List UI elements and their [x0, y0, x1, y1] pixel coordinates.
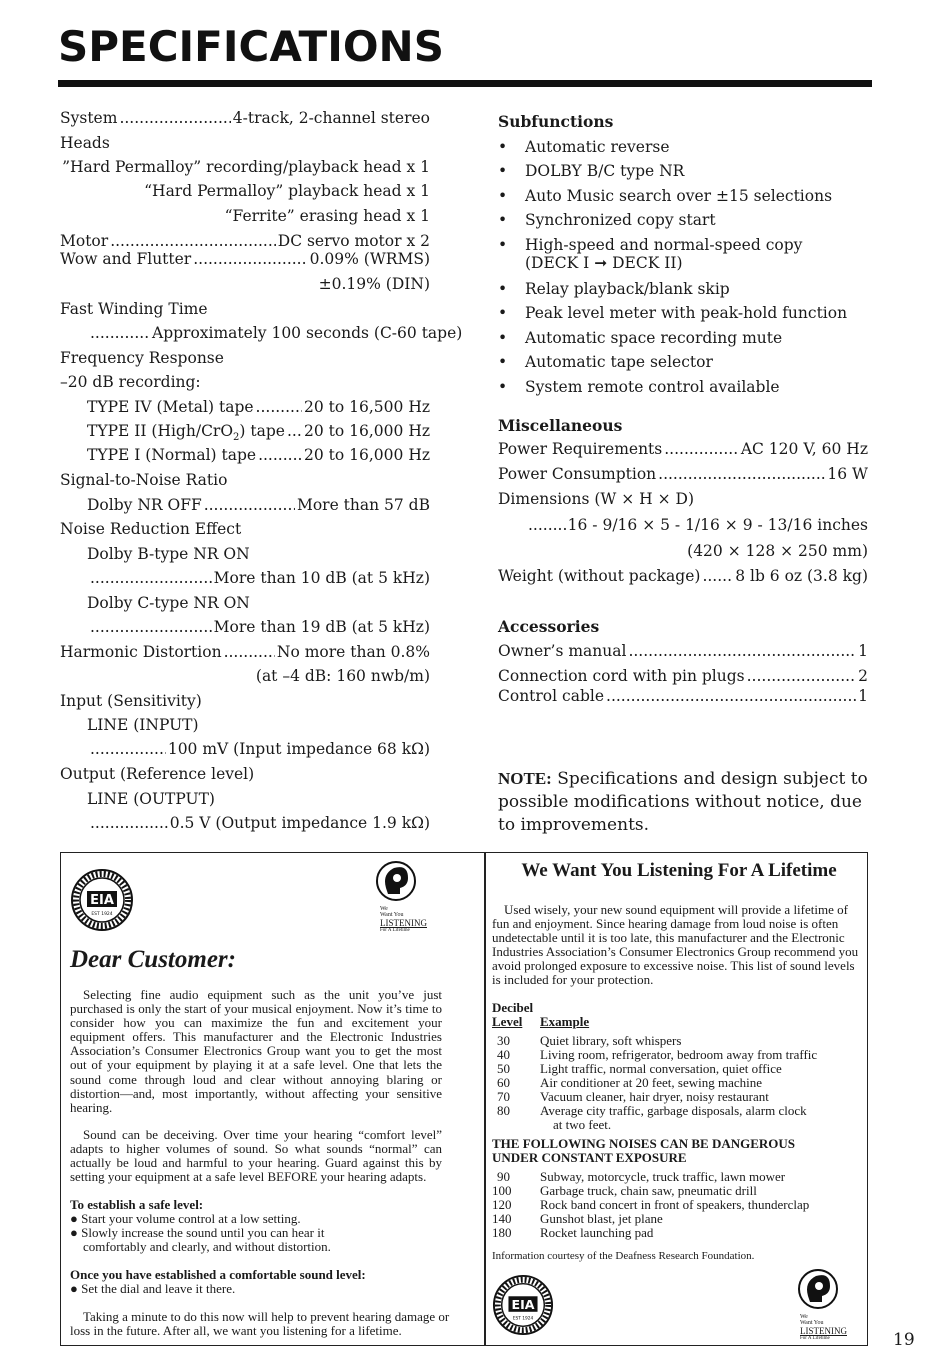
logo-text: For A Lifetime: [380, 928, 410, 933]
ear-head-icon: [374, 860, 420, 902]
listening-logo: [374, 860, 434, 934]
misc-dim-mm: (420 × 128 × 250 mm): [687, 542, 868, 560]
logo-text: LISTENING: [380, 918, 427, 928]
table-row-example: Rock band concert in front of speakers, thunderclap: [540, 1197, 810, 1212]
spec-label: Harmonic Distortion: [60, 643, 222, 661]
lifetime-intro: Used wisely, your new sound equipment will provide a lifetime of fun and enjoyment. Since hearing damage from loud noise is often undetectable until it is too late, this manufacturer and the Electronic Industries Association’s Consumer Electronics Group recommend you avoid prolonged exposure to excessive noise. This list of sound levels is included for your protection.: [492, 902, 859, 988]
spec-value: 16 - 9/16 × 5 - 1/16 × 9 - 13/16 inches: [567, 516, 868, 534]
accessories-heading: Accessories: [498, 617, 600, 636]
bullet-icon: ●: [70, 1211, 82, 1226]
table-row-example: Air conditioner at 20 feet, sewing machine: [540, 1075, 763, 1090]
spec-value: More than 19 dB (at 5 kHz): [213, 618, 430, 636]
table-row-example: Rocket launching pad: [540, 1225, 654, 1240]
bullet-icon: •: [498, 187, 508, 205]
spec-line-in: [90, 742, 430, 758]
table-row-level: 70: [497, 1089, 510, 1104]
list-item-text: High-speed and normal-speed copy: [525, 236, 803, 254]
spec-label: Power Requirements: [498, 440, 663, 458]
list-item-text: Auto Music search over ±15 selections: [525, 187, 833, 205]
safe-step-2: [70, 1226, 324, 1240]
spec-value: 16 W: [827, 465, 868, 483]
col-example: Example: [540, 1014, 590, 1029]
spec-heads-1: ”Hard Permalloy” recording/playback head x 1: [62, 158, 430, 176]
list-item-text: Automatic space recording mute: [525, 329, 783, 347]
table-row-example: Average city traffic, garbage disposals, alarm clock: [540, 1103, 807, 1118]
spec-input-label: Input (Sensitivity): [60, 692, 202, 710]
spec-thd: [60, 645, 430, 661]
spec-nre-label: Noise Reduction Effect: [60, 520, 242, 538]
spec-label: TYPE IV (Metal) tape: [87, 398, 254, 416]
customer-paragraph-2: Sound can be deceiving. Over time your hearing “comfort level” adapts to higher volumes of sound. So what sounds “normal” can actually be loud and harmful to your hearing. Guard against this by setting your equipment at a safe level BEFORE your hearing adapts.: [70, 1127, 442, 1185]
spec-label: Weight (without package): [498, 567, 701, 585]
table-row-level: 60: [497, 1075, 510, 1090]
table-row-example: Vacuum cleaner, hair dryer, noisy restaurant: [540, 1089, 769, 1104]
spec-value: 20 to 16,000 Hz: [304, 422, 430, 440]
spec-freq-label: Frequency Response: [60, 349, 224, 367]
spec-heads-2: “Hard Permalloy” playback head x 1: [144, 182, 430, 200]
spec-freq-sub: –20 dB recording:: [60, 373, 201, 391]
eia-logo-est: EST 1924: [91, 912, 113, 917]
table-row-level: 140: [492, 1211, 512, 1226]
spec-wow: [60, 252, 430, 268]
logo-text: Want You: [380, 912, 404, 918]
source-credit: Information courtesy of the Deafness Research Foundation.: [492, 1250, 755, 1262]
spec-value: AC 120 V, 60 Hz: [740, 440, 868, 458]
list-item-continuation: (DECK I ➞ DECK II): [525, 254, 683, 272]
spec-heads-label: Heads: [60, 134, 110, 152]
eia-logo-text: EIA: [90, 893, 114, 908]
bullet-icon: ●: [70, 1225, 82, 1240]
spec-heads-3: “Ferrite” erasing head x 1: [224, 207, 430, 225]
table-row-example: Light traffic, normal conversation, quiet office: [540, 1061, 782, 1076]
spec-value: More than 57 dB: [296, 496, 430, 514]
spec-dolby-b-label: Dolby B-type NR ON: [87, 545, 250, 563]
spec-value: 20 to 16,500 Hz: [304, 398, 430, 416]
spec-label: Motor: [60, 232, 109, 250]
safe-step-2-cont: comfortably and clearly, and without distortion.: [83, 1239, 331, 1254]
col-level: Level: [492, 1014, 523, 1029]
spec-type4: [87, 400, 430, 416]
bullet-icon: •: [498, 138, 508, 156]
table-row-level: 50: [497, 1061, 510, 1076]
bullet-icon: •: [498, 280, 508, 298]
table-row-level: 80: [497, 1103, 510, 1118]
bullet-icon: •: [498, 304, 508, 322]
spec-line-out: [90, 816, 430, 832]
customer-paragraph-1: Selecting fine audio equipment such as the unit you’ve just purchased is only the start of your musical enjoyment. Now it’s time to consider how you can maximize the fun and excitement your equipment offers. This manufacturer and the Electronic Industries Association’s Consumer Electronics Group want you to get the most out of your equipment by playing it at a safe level. One that lets the sound come through loud and clear without annoying blaring or distortion—and, most importantly, without affecting your sensitive hearing.: [70, 987, 442, 1115]
misc-weight: [498, 569, 868, 585]
logo-text: LISTENING: [800, 1326, 847, 1336]
table-row-level: 180: [492, 1225, 512, 1240]
list-item-text: DOLBY B/C type NR: [525, 162, 685, 180]
logo-text: We: [380, 906, 388, 912]
spec-label-subscript: 2: [233, 432, 240, 444]
spec-value: 2: [858, 667, 868, 685]
acc-owner: [498, 644, 868, 660]
listening-logo: [796, 1268, 856, 1342]
spec-value: 1: [858, 642, 868, 660]
spec-dolby-b: [90, 571, 430, 587]
spec-value: DC servo motor x 2: [277, 232, 430, 250]
misc-heading: Miscellaneous: [498, 416, 623, 435]
ear-head-icon: [796, 1268, 842, 1310]
logo-text: For A Lifetime: [800, 1336, 830, 1341]
spec-motor: [60, 234, 430, 250]
safe-step-text: Start your volume control at a low setting.: [81, 1211, 301, 1226]
spec-value: More than 10 dB (at 5 kHz): [213, 569, 430, 587]
acc-cable: [498, 689, 868, 705]
spec-type2: [87, 424, 430, 443]
spec-line-out-label: LINE (OUTPUT): [87, 790, 215, 808]
spec-line-in-label: LINE (INPUT): [87, 716, 199, 734]
table-row-example: Gunshot blast, jet plane: [540, 1211, 663, 1226]
bullet-icon: ●: [70, 1281, 82, 1296]
table-row-level: 90: [497, 1169, 510, 1184]
spec-label: Dolby NR OFF: [87, 496, 202, 514]
spec-label: TYPE I (Normal) tape: [87, 446, 257, 464]
misc-power-req: [498, 442, 868, 458]
comfort-step-text: Set the dial and leave it there.: [81, 1281, 236, 1296]
spec-label: Connection cord with pin plugs: [498, 667, 745, 685]
spec-value: Approximately 100 seconds (C-60 tape): [152, 324, 463, 342]
list-item-text: Automatic reverse: [525, 138, 670, 156]
spec-output-label: Output (Reference level): [60, 765, 255, 783]
spec-value: 0.5 V (Output impedance 1.9 kΩ): [169, 814, 430, 832]
comfort-heading: Once you have established a comfortable sound level:: [70, 1267, 366, 1282]
spec-label: Owner’s manual: [498, 642, 627, 660]
spec-value: 8 lb 6 oz (3.8 kg): [735, 567, 868, 585]
dear-customer-heading: Dear Customer:: [70, 946, 236, 973]
logo-text: Want You: [800, 1320, 824, 1326]
spec-value: 1: [858, 687, 868, 705]
bullet-icon: •: [498, 353, 508, 371]
list-item-text: Synchronized copy start: [525, 211, 716, 229]
misc-dim: [528, 518, 868, 534]
subfunctions-heading: Subfunctions: [498, 112, 614, 131]
spec-value: No more than 0.8%: [276, 643, 430, 661]
lifetime-title: We Want You Listening For A Lifetime: [521, 860, 837, 881]
spec-dolby-off: [87, 498, 430, 514]
note-text: Specifications and design subject to possible modifications without notice, due to improvements.: [498, 769, 868, 835]
safe-step-1: [70, 1212, 301, 1226]
acc-cord: [498, 669, 868, 685]
list-item-text: Relay playback/blank skip: [525, 280, 730, 298]
spec-fast: [90, 324, 463, 342]
page-number: 19: [893, 1330, 915, 1350]
spec-label: [87, 424, 285, 443]
list-item-text: Automatic tape selector: [525, 353, 713, 371]
spec-label-part: ) tape: [239, 422, 285, 440]
logo-text: We: [800, 1314, 808, 1320]
customer-paragraph-3: Taking a minute to do this now will help to prevent hearing damage or loss in the future. After all, we want you listening for a lifetime.: [70, 1309, 450, 1339]
spec-fast-label: Fast Winding Time: [60, 300, 208, 318]
spec-wow-din: ±0.19% (DIN): [318, 275, 430, 293]
safe-step-text: Slowly increase the sound until you can hear it: [81, 1225, 325, 1240]
bullet-icon: •: [498, 211, 508, 229]
safe-level-heading: To establish a safe level:: [70, 1197, 204, 1212]
spec-value: 20 to 16,000 Hz: [304, 446, 430, 464]
insert-divider: [484, 852, 486, 1346]
bullet-icon: •: [498, 236, 508, 254]
eia-logo-est: EST 1924: [512, 1316, 534, 1322]
eia-logo-icon: [70, 868, 134, 936]
note-label: NOTE:: [498, 769, 552, 788]
spec-dolby-c: [90, 620, 430, 636]
spec-snr-label: Signal-to-Noise Ratio: [60, 471, 228, 489]
spec-label: Power Consumption: [498, 465, 657, 483]
danger-heading-1: THE FOLLOWING NOISES CAN BE DANGEROUS: [492, 1136, 796, 1151]
table-row-level: 30: [497, 1033, 510, 1048]
spec-label: Wow and Flutter: [60, 250, 192, 268]
eia-logo-icon: [492, 1274, 554, 1340]
misc-power-cons: [498, 467, 868, 483]
table-row-level: 40: [497, 1047, 510, 1062]
col-decibel: Decibel: [492, 1000, 534, 1015]
danger-heading-2: UNDER CONSTANT EXPOSURE: [492, 1150, 687, 1165]
table-row-example: Living room, refrigerator, bedroom away from traffic: [540, 1047, 818, 1062]
table-row-level: 120: [492, 1197, 512, 1212]
spec-label: Control cable: [498, 687, 605, 705]
page-title: SPECIFICATIONS: [58, 22, 444, 71]
bullet-icon: •: [498, 329, 508, 347]
spec-value: 0.09% (WRMS): [309, 250, 430, 268]
spec-value: 100 mV (Input impedance 68 kΩ): [167, 740, 430, 758]
spec-label: System: [60, 109, 118, 127]
misc-dim-label: Dimensions (W × H × D): [498, 490, 694, 508]
list-item-text: System remote control available: [525, 378, 780, 396]
table-row-level: 100: [492, 1183, 512, 1198]
table-row-example: Garbage truck, chain saw, pneumatic drill: [540, 1183, 757, 1198]
note: [498, 767, 878, 837]
bullet-icon: •: [498, 378, 508, 396]
spec-thd-2: (at –4 dB: 160 nwb/m): [255, 667, 430, 685]
spec-dolby-c-label: Dolby C-type NR ON: [87, 594, 250, 612]
list-item-text: Peak level meter with peak-hold function: [525, 304, 848, 322]
spec-type1: [87, 448, 430, 464]
table-row-example: Subway, motorcycle, truck traffic, lawn mower: [540, 1169, 786, 1184]
spec-value: 4-track, 2-channel stereo: [232, 109, 430, 127]
bullet-icon: •: [498, 162, 508, 180]
spec-label-part: TYPE II (High/CrO: [87, 422, 234, 440]
comfort-step-1: [70, 1282, 235, 1296]
table-row-example: Quiet library, soft whispers: [540, 1033, 682, 1048]
eia-logo-text: EIA: [511, 1296, 535, 1312]
table-row-example-cont: at two feet.: [553, 1117, 612, 1132]
title-rule: [58, 80, 872, 87]
spec-system: [60, 111, 430, 127]
